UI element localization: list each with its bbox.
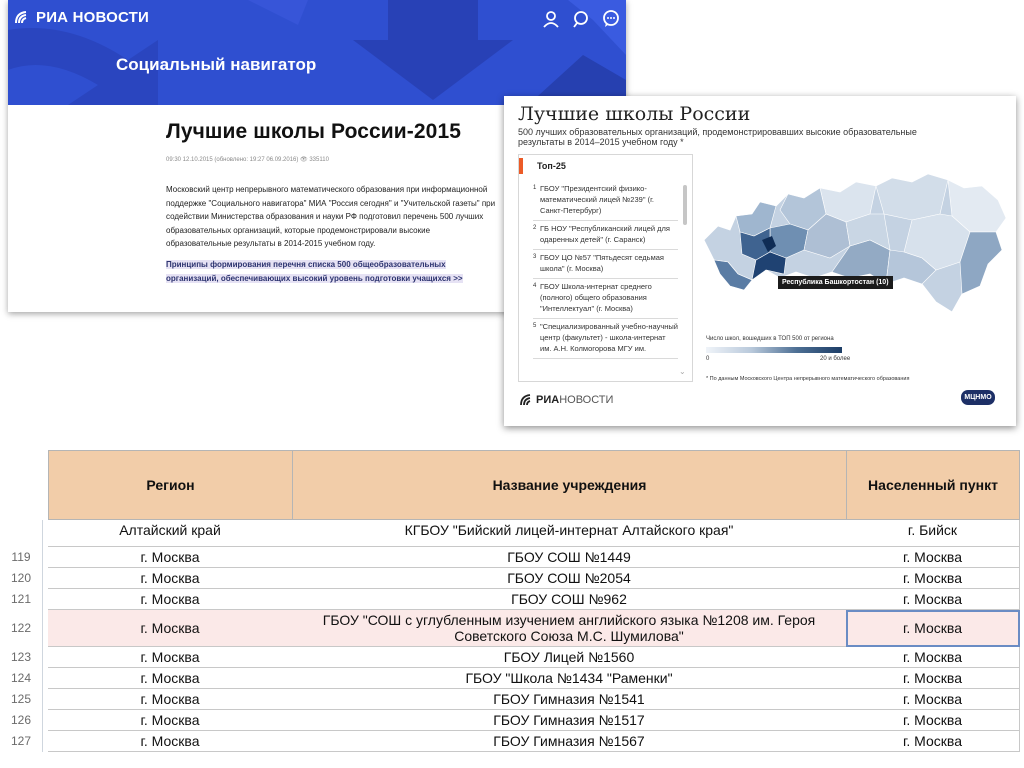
cell-region[interactable]: г. Москва bbox=[48, 589, 293, 610]
cell-region[interactable]: г. Москва bbox=[48, 647, 293, 668]
infographic-ria-logo bbox=[520, 394, 613, 406]
infographic-subtitle: 500 лучших образовательных организаций, продемонстрировавших высокие образовательные результаты в 2014–2015 учебном году * bbox=[518, 127, 917, 147]
infographic-footnote: * По данным Московского Центра непрерывного математического образования bbox=[706, 376, 910, 382]
list-item-text: ГБОУ ЦО №57 "Пятьдесят седьмая школа" (г. Москва) bbox=[540, 253, 664, 273]
cell-city[interactable]: г. Москва bbox=[846, 568, 1020, 589]
row-number[interactable]: 126 bbox=[0, 710, 43, 731]
cell-region[interactable]: г. Москва bbox=[48, 547, 293, 568]
cell-region[interactable]: г. Москва bbox=[48, 731, 293, 752]
row-number[interactable]: 120 bbox=[0, 568, 43, 589]
cell-city[interactable]: г. Москва bbox=[846, 589, 1020, 610]
top25-label: Топ-25 bbox=[537, 161, 566, 171]
list-item[interactable] bbox=[533, 181, 678, 221]
legend-label: Число школ, вошедших в ТОП 500 от региона bbox=[706, 336, 834, 342]
list-item[interactable] bbox=[533, 250, 678, 279]
cell-region[interactable]: г. Москва bbox=[48, 710, 293, 731]
cell-name[interactable]: КГБОУ "Бийский лицей-интернат Алтайского края" bbox=[292, 520, 847, 547]
top25-panel[interactable] bbox=[518, 154, 693, 382]
row-number[interactable]: 123 bbox=[0, 647, 43, 668]
cell-name[interactable]: ГБОУ Лицей №1560 bbox=[292, 647, 847, 668]
article-body bbox=[166, 120, 496, 286]
list-item-num: 4 bbox=[533, 283, 537, 289]
list-item[interactable] bbox=[533, 279, 678, 319]
search-icon[interactable] bbox=[572, 10, 590, 28]
cell-region[interactable]: Алтайский край bbox=[48, 520, 293, 547]
cell-city[interactable]: г. Бийск bbox=[846, 520, 1020, 547]
legend-color-scale bbox=[706, 347, 842, 353]
cell-city[interactable]: г. Москва bbox=[846, 547, 1020, 568]
region-tooltip: Республика Башкортостан (10) bbox=[778, 276, 893, 289]
cell-region[interactable]: г. Москва bbox=[48, 568, 293, 589]
ria-logo-icon bbox=[520, 394, 534, 406]
principles-link[interactable] bbox=[166, 258, 496, 286]
row-number[interactable]: 121 bbox=[0, 589, 43, 610]
ria-logo-icon bbox=[14, 10, 32, 26]
comments-icon[interactable] bbox=[602, 10, 620, 28]
banner-icons bbox=[542, 10, 620, 28]
cell-name[interactable]: ГБОУ "Школа №1434 "Раменки" bbox=[292, 668, 847, 689]
top25-scrollbar[interactable] bbox=[683, 185, 687, 225]
list-item-num: 1 bbox=[533, 185, 537, 191]
list-item-text: ГБОУ Школа-интернат среднего (полного) общего образования "Интеллектуал" (г. Москва) bbox=[540, 282, 652, 313]
cell-city[interactable]: г. Москва bbox=[846, 689, 1020, 710]
top25-list[interactable] bbox=[533, 181, 678, 359]
list-item[interactable] bbox=[533, 319, 678, 359]
infographic-card bbox=[504, 96, 1016, 426]
ria-logo-text: РИА НОВОСТИ bbox=[36, 9, 150, 26]
row-number[interactable]: 124 bbox=[0, 668, 43, 689]
list-item-text: ГБОУ "Президентский физико-математический лицей №239" (г. Санкт-Петербург) bbox=[540, 184, 654, 215]
ria-logo-bold: РИА bbox=[536, 394, 560, 406]
cell-name[interactable]: ГБОУ СОШ №1449 bbox=[292, 547, 847, 568]
list-item[interactable] bbox=[533, 221, 678, 250]
column-header-name[interactable]: Название учреждения bbox=[292, 450, 847, 520]
row-number[interactable] bbox=[0, 520, 43, 547]
infographic-title: Лучшие школы России bbox=[518, 103, 751, 125]
cell-city[interactable]: г. Москва bbox=[846, 710, 1020, 731]
cell-name[interactable]: ГБОУ Гимназия №1517 bbox=[292, 710, 847, 731]
user-icon[interactable] bbox=[542, 10, 560, 28]
spreadsheet[interactable] bbox=[0, 450, 1024, 749]
legend-max: 20 и более bbox=[820, 356, 851, 362]
legend-min: 0 bbox=[706, 356, 710, 362]
top25-header bbox=[519, 155, 692, 177]
cell-city[interactable]: г. Москва bbox=[846, 647, 1020, 668]
row-number[interactable]: 122 bbox=[0, 610, 43, 647]
row-number[interactable]: 125 bbox=[0, 689, 43, 710]
cell-name[interactable]: ГБОУ Гимназия №1541 bbox=[292, 689, 847, 710]
row-number[interactable]: 127 bbox=[0, 731, 43, 752]
list-item-num: 2 bbox=[533, 225, 537, 231]
top25-accent-bar bbox=[519, 158, 523, 174]
section-title[interactable]: Социальный навигатор bbox=[116, 55, 317, 74]
cell-name[interactable]: ГБОУ СОШ №2054 bbox=[292, 568, 847, 589]
column-header-city[interactable]: Населенный пункт bbox=[846, 450, 1020, 520]
cell-region[interactable]: г. Москва bbox=[48, 610, 293, 647]
cell-name[interactable]: ГБОУ СОШ №962 bbox=[292, 589, 847, 610]
cell-city[interactable]: г. Москва bbox=[846, 731, 1020, 752]
ria-logo[interactable] bbox=[14, 9, 149, 26]
article-meta: 09:30 12.10.2015 (обновлено: 19:27 06.09.2016) 👁 335110 bbox=[166, 157, 329, 163]
list-item-text: ГБ НОУ "Республиканский лицей для одаренных детей" (г. Саранск) bbox=[540, 224, 670, 244]
row-number[interactable]: 119 bbox=[0, 547, 43, 568]
list-item-num: 3 bbox=[533, 254, 537, 260]
chevron-down-icon[interactable]: ⌄ bbox=[679, 367, 686, 376]
article-lead: Московский центр непрерывного математического образования при информационной поддержке "Социального навигатора" МИА "Россия сегодня" и "Учительской газеты" при содействии Министерства образования и науки РФ подготовил перечень 500 лучших образовательных организаций, которые продемонстрировали высокие образовательные результаты в 2014-2015 учебном году. bbox=[166, 185, 496, 248]
cell-city[interactable]: г. Москва bbox=[846, 610, 1020, 647]
cell-region[interactable]: г. Москва bbox=[48, 668, 293, 689]
cell-region[interactable]: г. Москва bbox=[48, 689, 293, 710]
column-header-region[interactable]: Регион bbox=[48, 450, 293, 520]
ria-logo-light: НОВОСТИ bbox=[559, 394, 614, 406]
article-title: Лучшие школы России-2015 bbox=[166, 120, 462, 143]
mcnmo-logo: МЦНМО bbox=[961, 390, 995, 405]
principles-link-text[interactable]: Принципы формирования перечня списка 500 общеобразовательных организаций, обеспечивающих высокий уровень подготовки учащихся >> bbox=[166, 259, 463, 283]
cell-name[interactable]: ГБОУ Гимназия №1567 bbox=[292, 731, 847, 752]
cell-name[interactable]: ГБОУ "СОШ с углубленным изучением английского языка №1208 им. Героя Советского Союза М.С. Шумилова" bbox=[292, 610, 847, 647]
russia-map[interactable] bbox=[700, 166, 1010, 336]
list-item-text: "Специализированный учебно-научный центр (факультет) - школа-интернат им. А.Н. Колмогорова МГУ им. bbox=[540, 322, 678, 353]
article-banner bbox=[8, 0, 626, 105]
russia-map-graphic[interactable] bbox=[700, 166, 1010, 336]
list-item-num: 5 bbox=[533, 323, 537, 329]
cell-city[interactable]: г. Москва bbox=[846, 668, 1020, 689]
